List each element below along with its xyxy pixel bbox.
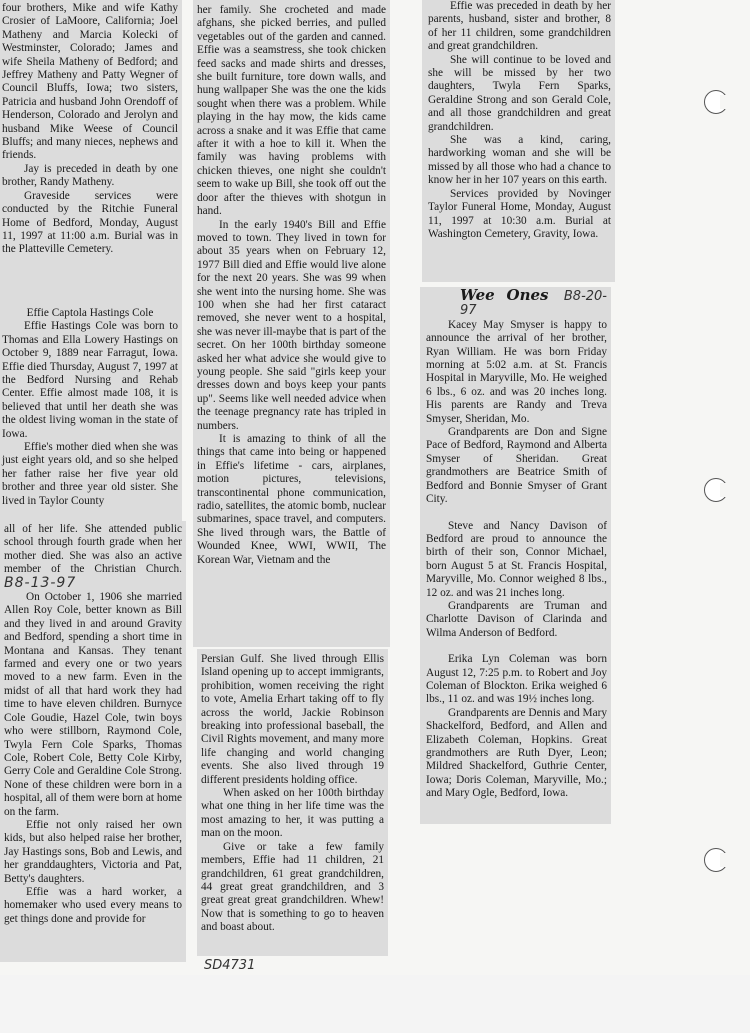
paragraph: She was a kind, caring, hardworking woman and she will be missed by all those who had a chance to know her in her 107 years on this earth.: [428, 134, 611, 187]
paragraph: Grandparents are Truman and Charlotte Davison of Clarinda and Wilma Anderson of Bedford.: [426, 599, 607, 639]
clipping-cole-obituary-start: [0, 277, 182, 521]
clipping-cole-obituary-lifetime: [197, 649, 388, 956]
paragraph: Grandparents are Don and Signe Pace of Bedford, Raymond and Alberta Smyser of Sheridan. Great grandmothers are Beatrice Smith of Bedford and Bonnie Smyser of Grant City.: [426, 426, 607, 506]
paragraph: Kacey May Smyser is happy to announce the arrival of her brother, Ryan William. He was born Friday morning at 5:02 a.m. at St. Francis Hospital in Maryville, Mo. He weighed 6 lbs., 6 oz. and was 20 inches long. His parents are Randy and Treva Smyser, Sheridan, Mo.: [426, 318, 607, 425]
spacer: [426, 640, 607, 653]
punch-hole: [704, 90, 728, 114]
paragraph: Effie was preceded in death by her parents, husband, sister and brother, 8 of her 11 children, some grandchildren and great grandchildren.: [428, 0, 611, 53]
paragraph: Services provided by Novinger Taylor Funeral Home, Monday, August 11, 1997 at 10:30 a.m. Burial at Washington Cemetery, Gravity, Iowa.: [428, 187, 611, 240]
lead-text: all of her life. She attended public school through fourth grade when her mother died. She was also an active member of the Christian Church.: [4, 523, 182, 576]
paragraph: When asked on her 100th birthday what one thing in her life time was the most amazing to her, it was putting a man on the moon.: [201, 787, 384, 840]
spacer: [426, 507, 607, 520]
paragraph: Erika Lyn Coleman was born August 12, 7:25 p.m. to Robert and Joy Coleman of Blockton. Erika weighed 6 lbs., 11 oz. and was 19½ inches long.: [426, 653, 607, 706]
paragraph: [4, 523, 182, 591]
clipping-cole-obituary-middle: [193, 0, 390, 647]
obituary-heading: Effie Captola Hastings Cole: [26, 307, 154, 319]
paragraph: In the early 1940's Bill and Effie moved to town. They lived in town for about 35 years when on February 12, 1977 Bill died and Effie would live alone for the next 20 years. She was 99 when she went into the nursing home. She was 100 when she had her first cataract removed, she never went to a hospital, she was never ill-maybe that is part of the secret. On her 100th birthday someone asked her what advice she would give to young people. She said "girls keep your dresses down and boys keep your pants up". Seems like well needed advice when the teenage pregnancy rate has tripled in numbers.: [197, 218, 386, 432]
section-title: Wee Ones: [460, 287, 549, 304]
paragraph: Graveside services were conducted by the Ritchie Funeral Home of Bedford, Monday, August 11, 1997 at 11:00 a.m. Burial was in the Platteville Cemetery.: [2, 189, 178, 256]
paragraph: She will continue to be loved and she will be missed by her two daughters, Twyla Fern Sparks, Geraldine Strong and son Gerald Cole, and all those grandchildren and great grandchildren.: [428, 53, 611, 133]
scan-margin: [0, 975, 750, 1033]
paragraph: On October 1, 1906 she married Allen Roy Cole, better known as Bill and they lived in and around Gravity and Bedford, spending a short time in Montana and Kansas. They tenant farmed and every one or two years moved to a new farm. Even in the midst of all that hard work they had time to have eleven children. Burnyce Cole Goudie, Hazel Cole, twin boys who were stillborn, Raymond Cole, Twyla Fern Cole Sparks, Thomas Cole, Robert Cole, Betty Cole Kirby, Gerry Cole and Geraldine Cole Strong. None of these children were born in a hospital, all of them were born at home on the farm.: [4, 591, 182, 818]
handwritten-date: B8-20-97: [460, 289, 607, 319]
clipping-cole-obituary-end: [422, 0, 615, 282]
punch-hole: [704, 478, 728, 502]
clipping-wee-ones: [420, 287, 611, 824]
paragraph: Jay is preceded in death by one brother, Randy Matheny.: [2, 162, 178, 189]
paragraph: her family. She crocheted and made afghans, she picked berries, and pulled vegetables out of the garden and canned. Effie was a seamstress, she took chicken feed sacks and made shirts and dresses, she built furniture, tore down walls, and hung wallpaper She was the one the kids sought when there was a problem. While playing in the hay mow, the kids came across a snake and it was Effie that came after it with a hoe to kill it. When the family was having problems with chicken thieves, one night she couldn't seem to wake up Bill, she took off out the door after the thieves with shotgun in hand.: [197, 4, 386, 218]
paragraph: Effie's mother died when she was just eight years old, and so she helped her father raise her five year old brother and three year old sister. She lived in Taylor County: [2, 441, 178, 507]
clipping-matheny-obituary-end: [0, 0, 182, 277]
paragraph: Persian Gulf. She lived through Ellis Island opening up to accept immigrants, prohibition, women receiving the right to vote, Amelia Erhart taking off to fly across the world, Jackie Robinson breaking into professional baseball, the Civil Rights movement, and many more life changing and world changing events. She also lived through 19 different presidents holding office.: [201, 653, 384, 786]
paragraph: four brothers, Mike and wife Kathy Crosier of LaMoore, California; Joel Matheny and Marcia Kolecki of Westminster, Colorado; James and wife Sheila Matheny of Bedford; and Jeffrey Matheny and Patty Wegner of Council Bluffs, Iowa; two sisters, Patricia and husband John Orendoff of Henderson, Colorado and Jerolyn and husband Mike Weese of Council Bluffs; and many nieces, nephews and friends.: [2, 2, 178, 162]
paragraph: Steve and Nancy Davison of Bedford are proud to announce the birth of their son, Connor Michael, born August 5 at St. Francis Hospital, Maryville, Mo. Connor weighed 8 lbs., 12 oz. and was 21 inches long.: [426, 519, 607, 599]
handwritten-folio-number: SD4731: [204, 958, 256, 973]
handwritten-date: B8-13-97: [4, 574, 77, 591]
paragraph: Effie not only raised her own kids, but also helped raise her brother, Jay Hastings sons, Bob and Lewis, and her granddaughters, Victoria and Pat, Betty's daughters.: [4, 818, 182, 885]
punch-hole: [704, 848, 728, 872]
section-header: [426, 289, 607, 319]
paragraph: Effie Hastings Cole was born to Thomas and Ella Lowery Hastings on October 9, 1889 near Farragut, Iowa. Effie died Thursday, August 7, 1997 at the Bedford Nursing and Rehab Center. Effie almost made 108, it is believed that until her death she was the oldest living woman in the state of Iowa.: [2, 320, 178, 440]
paragraph: It is amazing to think of all the things that came into being or happened in Effie's lifetime - cars, airplanes, motion pictures, televisions, transcontinental phone communication, radio, satellites, the atomic bomb, nuclear submarines, space travel, and computers. She lived through wars, the Battle of Wounded Knee, WWI, WWII, The Korean War, Vietnam and the: [197, 433, 386, 566]
paragraph: Give or take a few family members, Effie had 11 children, 21 grandchildren, 61 great grandchildren, 44 great great grandchildren, and 3 great great great grandchildren. Whew! Now that is something to go to heaven and boast about.: [201, 840, 384, 934]
clipping-cole-obituary-continued: [0, 521, 186, 962]
paragraph: Effie was a hard worker, a homemaker who used every means to get things done and provide for: [4, 885, 182, 925]
paragraph: Grandparents are Dennis and Mary Shackelford, Bedford, and Allen and Elizabeth Coleman, Hopkins. Great grandmothers are Ruth Dyer, Leon; Mildred Shackelford, Guthrie Center, Iowa; Doris Coleman, Maryville, Mo.; and Mary Ogle, Bedford, Iowa.: [426, 706, 607, 800]
